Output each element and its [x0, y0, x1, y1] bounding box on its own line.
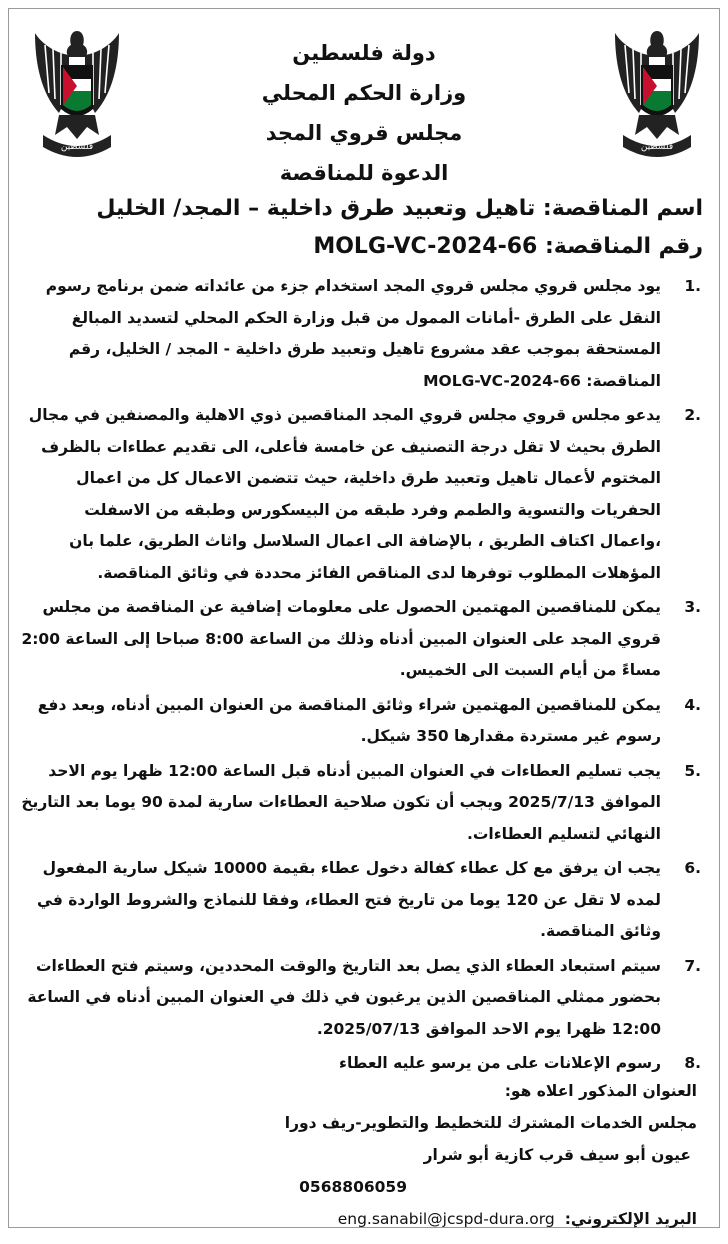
address-block: [27, 1075, 697, 1235]
list-item: [21, 756, 707, 851]
list-item: [21, 951, 707, 1046]
item-text: يود مجلس قروي مجلس قروي المجد استخدام جزء من عائداته ضمن برنامج رسوم النقل على الطرق -أمانات الممول من قبل وزارة الحكم المحلي لتسديد المبالغ المستحقة بموجب عقد مشروع تاهيل وتعبيد طرق داخلية - المجد / الخليل، رقم المناقصة: MOLG-VC-2024-66: [45, 277, 661, 390]
email-label: البريد الإلكتروني:: [564, 1210, 697, 1228]
item-text: يمكن للمناقصين المهتمين الحصول على معلومات إضافية عن المناقصة من مجلس قروي المجد على العنوان المبين أدناه وذلك من الساعة 8:00 صباحا إلى الساعة 2:00 مساءً من أيام السبت الى الخميس.: [21, 598, 661, 679]
emblem-caption: فلسطين: [60, 142, 94, 152]
header-invitation: الدعوة للمناقصة: [279, 161, 449, 185]
emblem-caption: فلسطين: [640, 142, 674, 152]
item-text: سيتم استبعاد العطاء الذي يصل بعد التاريخ والوقت المحددين، وسيتم فتح العطاءات بحضور ممثلي المناقصين الذين يرغبون في ذلك في العنوان المبين أدناه في الساعة 12:00 ظهرا يوم الاحد الموافق 2025/07/13.: [27, 956, 661, 1038]
phone-number: 0568806059: [299, 1178, 407, 1196]
tender-number-label: رقم المناقصة:: [545, 234, 703, 259]
address-line2: عيون أبو سيف قرب كازية أبو شرار: [423, 1146, 691, 1164]
item-number: 8.: [684, 1054, 701, 1072]
item-number: 7.: [684, 956, 701, 975]
item-number: 1.: [684, 277, 701, 295]
item-number: 2.: [684, 406, 701, 424]
email-row: [27, 1203, 697, 1235]
header-ministry: وزارة الحكم المحلي: [261, 81, 467, 105]
tender-items-list: [21, 271, 707, 1083]
list-item: [21, 853, 707, 948]
header-state: دولة فلسطين: [292, 41, 436, 65]
item-text: يجب ان يرفق مع كل عطاء كفالة دخول عطاء بقيمة 10000 شيكل سارية المفعول لمده لا تقل عن 120 يوما من تاريخ فتح العطاء، وفقا للنماذج والشروط الواردة في وثائق المناقصة.: [37, 859, 661, 940]
list-item: [21, 400, 707, 589]
item-number: 3.: [684, 598, 701, 616]
tender-title-block: [21, 191, 703, 265]
header-council: مجلس قروي المجد: [265, 121, 463, 145]
list-item: [21, 690, 707, 753]
header: [9, 33, 719, 193]
item-number: 5.: [684, 761, 701, 780]
tender-number: [21, 229, 703, 265]
item-number: 4.: [684, 695, 701, 714]
tender-number-value: MOLG-VC-2024-66: [313, 234, 538, 259]
item-text: يجب تسليم العطاءات في العنوان المبين أدناه قبل الساعة 12:00 ظهرا يوم الاحد الموافق 2025/7/13 ويجب أن تكون صلاحية العطاءات سارية لمدة 90 يوما بعد التاريخ النهائي لتسليم العطاءات.: [21, 761, 661, 843]
address-title: العنوان المذكور اعلاه هو:: [504, 1082, 697, 1100]
item-text: رسوم الإعلانات على من يرسو عليه العطاء: [339, 1054, 661, 1072]
tender-announcement: [8, 8, 720, 1228]
item-number: 6.: [684, 859, 701, 877]
item-text: يدعو مجلس قروي مجلس قروي المجد المناقصين ذوي الاهلية والمصنفين في مجال الطرق بحيث لا تقل درجة التصنيف عن خامسة فأعلى، الى تقديم عطاءات بالظرف المختوم لأعمال تاهيل وتعبيد طرق داخلية، حيث تتضمن الاعمال كل من اعمال الحفريات والتسوية والطمم وفرد طبقه من البيسكورس وطبقه من الاسفلت ،واعمال اكتاف الطريق ، بالإضافة الى اعمال السلاسل واثاث الطريق، علما بان المؤهلات المطلوب توفرها لدى المناقص الفائز محددة في وثائق المناقصة.: [28, 406, 661, 582]
email-link[interactable]: eng.sanabil@jcspd-dura.org: [337, 1210, 555, 1228]
list-item: [21, 592, 707, 687]
list-item: [21, 271, 707, 397]
item-text: يمكن للمناقصين المهتمين شراء وثائق المناقصة من العنوان المبين أدناه، وبعد دفع رسوم غير مستردة مقدارها 350 شيكل.: [37, 695, 661, 745]
tender-name: اسم المناقصة: تاهيل وتعبيد طرق داخلية – المجد/ الخليل: [96, 196, 703, 221]
address-line1: مجلس الخدمات المشترك للتخطيط والتطوير-ريف دورا: [284, 1114, 697, 1132]
